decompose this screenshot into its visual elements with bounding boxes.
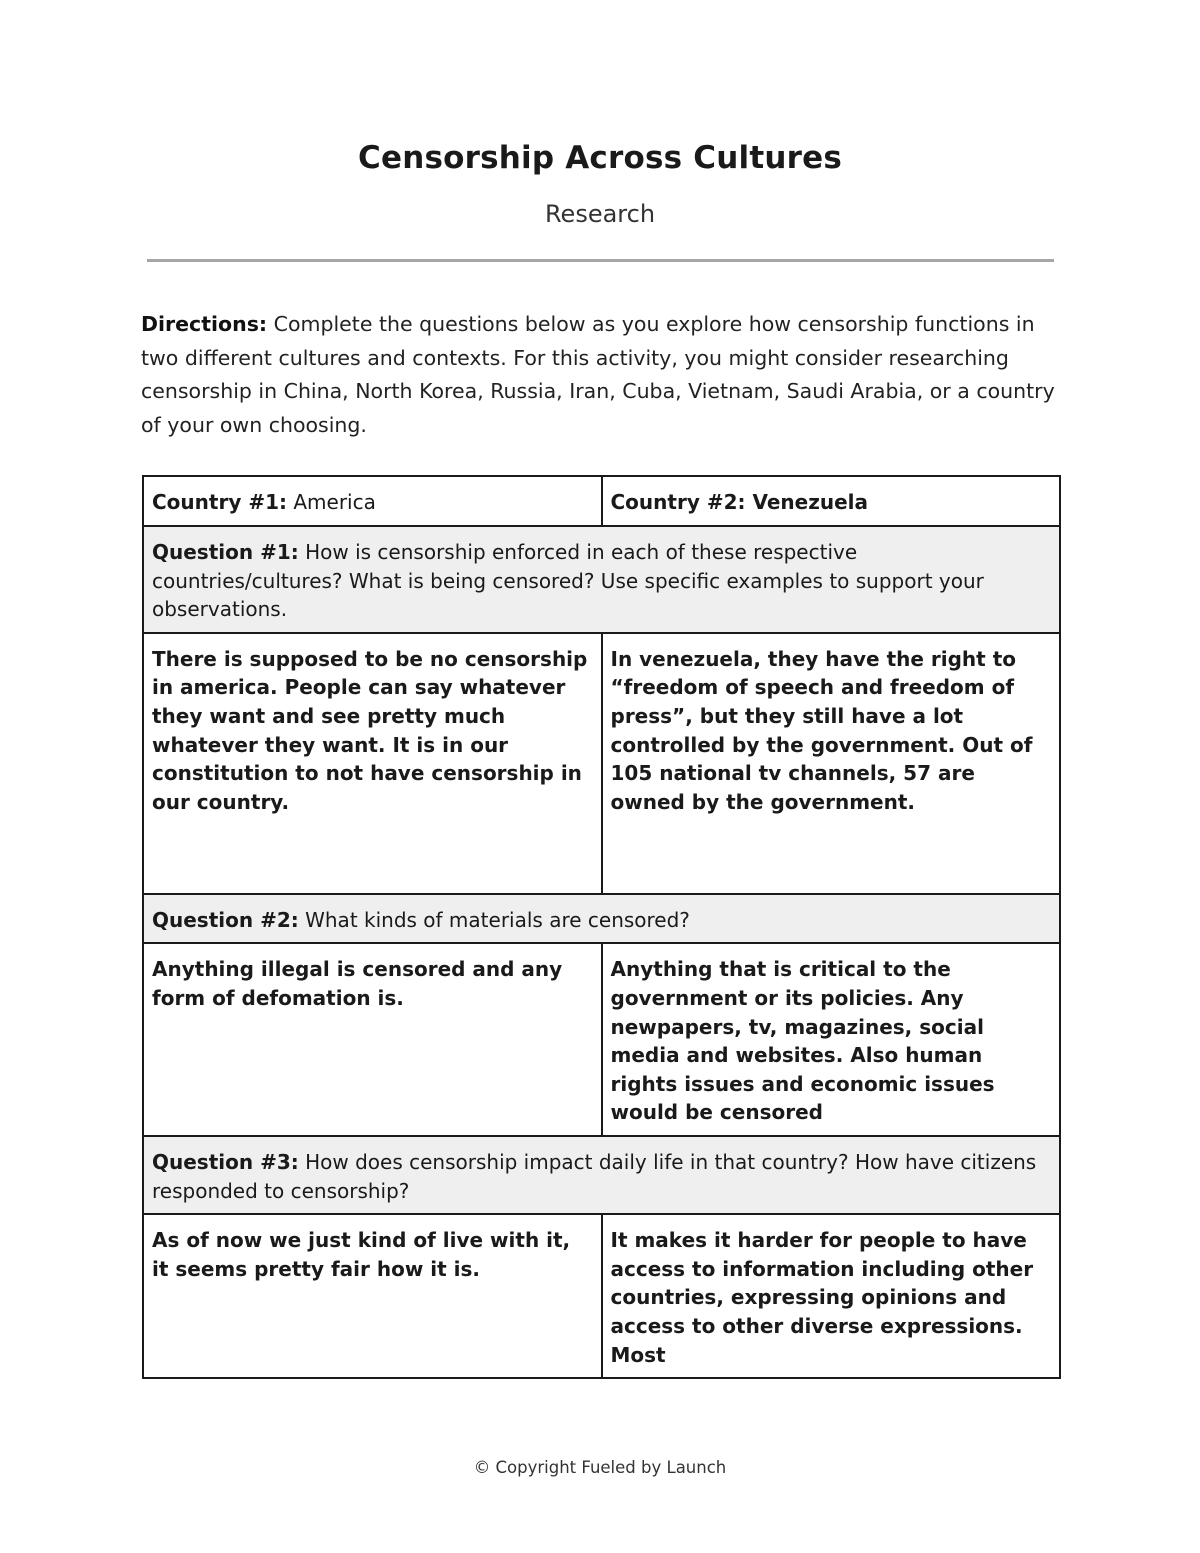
page-title: Censorship Across Cultures: [358, 140, 842, 176]
question-2-row: [143, 894, 1060, 944]
directions-paragraph: [141, 308, 1056, 442]
question-1-text: How is censorship enforced in each of these respective countries/cultures? What is being censored? Use specific examples to support your observations.: [152, 540, 984, 622]
question-3-label: Question #3:: [152, 1149, 299, 1174]
country-1-label: Country #1:: [152, 490, 287, 514]
question-3-row: [143, 1136, 1060, 1214]
country-1-cell[interactable]: [143, 476, 602, 526]
answer-1-row: [143, 633, 1060, 894]
answer-3-country-1[interactable]: As of now we just kind of live with it, it seems pretty fair how it is.: [143, 1214, 602, 1378]
question-1-row: [143, 526, 1060, 633]
answer-1-country-1[interactable]: There is supposed to be no censorship in america. People can say whatever they want and see pretty much whatever they want. It is in our constitution to not have censorship in our country.: [143, 633, 602, 894]
country-2-cell[interactable]: [602, 476, 1061, 526]
research-table: [142, 475, 1061, 1379]
question-2-text: What kinds of materials are censored?: [298, 907, 690, 932]
country-row: [143, 476, 1060, 526]
title-divider: [147, 259, 1054, 262]
answer-3-country-2[interactable]: It makes it harder for people to have access to information including other countries, expressing opinions and access to other diverse expressions. Most: [602, 1214, 1061, 1378]
question-2-label: Question #2:: [152, 907, 299, 932]
copyright-footer: © Copyright Fueled by Launch: [473, 1458, 727, 1477]
answer-2-country-2[interactable]: Anything that is critical to the government or its policies. Any newpapers, tv, magazines, social media and websites. Also human rights issues and economic issues would be censored: [602, 943, 1061, 1136]
question-1-label: Question #1:: [152, 540, 299, 564]
answer-1-country-2[interactable]: In venezuela, they have the right to “freedom of speech and freedom of press”, but they still have a lot controlled by the government. Out of 105 national tv channels, 57 are owned by the government.: [602, 633, 1061, 894]
page-subtitle: Research: [544, 200, 656, 228]
question-1-cell: [143, 526, 1060, 633]
question-3-text: How does censorship impact daily life in that country? How have citizens responded to censorship?: [152, 1149, 1037, 1203]
answer-3-row: [143, 1214, 1060, 1378]
country-2-label: Country #2: Venezuela: [610, 490, 868, 514]
country-1-value: America: [287, 490, 376, 514]
answer-2-row: [143, 943, 1060, 1136]
question-3-cell: [143, 1136, 1060, 1214]
question-2-cell: [143, 894, 1060, 944]
answer-2-country-1[interactable]: Anything illegal is censored and any form of defomation is.: [143, 943, 602, 1136]
directions-label: Directions:: [141, 312, 268, 336]
directions-text: Complete the questions below as you explore how censorship functions in two different cultures and contexts. For this activity, you might consider researching censorship in China, North Korea, Russia, Iran, Cuba, Vietnam, Saudi Arabia, or a country of your own choosing.: [141, 312, 1055, 437]
